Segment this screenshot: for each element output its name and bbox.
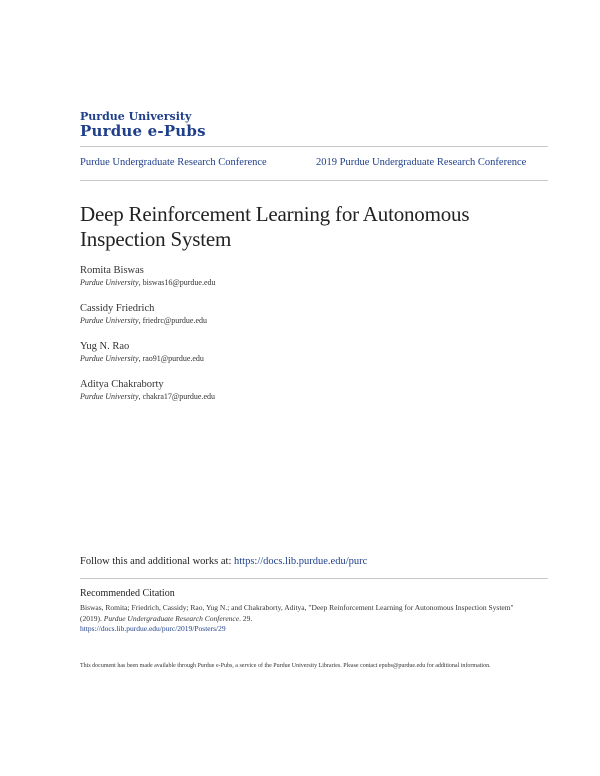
institution-name: Purdue University <box>80 110 192 123</box>
author-email: , rao91@purdue.edu <box>138 354 204 363</box>
availability-note: This document has been made available through Purdue e-Pubs, a service of the Purdue University Libraries. Please contact epubs@purdue.edu for additional information. <box>80 663 491 669</box>
follow-divider <box>80 578 548 579</box>
author-affiliation <box>80 353 204 365</box>
recommended-citation-heading: Recommended Citation <box>80 588 175 599</box>
follow-line <box>80 556 367 567</box>
author-email: , chakra17@purdue.edu <box>138 392 216 401</box>
author-email: , biswas16@purdue.edu <box>138 278 216 287</box>
author-block <box>80 378 215 403</box>
author-name: Aditya Chakraborty <box>80 379 164 390</box>
citation-suffix: . 29. <box>239 613 253 623</box>
conference-edition-link[interactable]: 2019 Purdue Undergraduate Research Conference <box>316 157 527 168</box>
author-name: Romita Biswas <box>80 265 144 276</box>
affiliation-name: Purdue University <box>80 316 139 325</box>
nav-divider <box>80 180 548 181</box>
author-name: Yug N. Rao <box>80 341 130 352</box>
paper-title: Deep Reinforcement Learning for Autonomous Inspection System <box>80 202 470 251</box>
repository-name[interactable]: Purdue e-Pubs <box>80 122 206 140</box>
citation-link[interactable]: https://docs.lib.purdue.edu/purc/2019/Posters/29 <box>80 624 226 633</box>
conference-link[interactable]: Purdue Undergraduate Research Conference <box>80 157 267 168</box>
follow-prefix: Follow this and additional works at: <box>80 556 234 567</box>
author-affiliation <box>80 277 216 289</box>
author-block <box>80 264 216 289</box>
affiliation-name: Purdue University <box>80 392 139 401</box>
citation-authors: Biswas, Romita; Friedrich, Cassidy; Rao, Yug N.; and Chakraborty, Aditya, "Deep Reinforcement Learning for Autonomous Inspection System" (2019). <box>80 603 514 623</box>
author-affiliation <box>80 391 215 403</box>
author-affiliation <box>80 315 207 327</box>
author-name: Cassidy Friedrich <box>80 303 155 314</box>
author-block <box>80 302 207 327</box>
citation-venue: Purdue Undergraduate Research Conference <box>103 613 240 623</box>
citation-text <box>80 603 520 635</box>
collection-link[interactable]: https://docs.lib.purdue.edu/purc <box>234 556 368 567</box>
affiliation-name: Purdue University <box>80 354 139 363</box>
header-divider <box>80 146 548 147</box>
author-block <box>80 340 204 365</box>
author-email: , friedrc@purdue.edu <box>138 316 208 325</box>
affiliation-name: Purdue University <box>80 278 139 287</box>
